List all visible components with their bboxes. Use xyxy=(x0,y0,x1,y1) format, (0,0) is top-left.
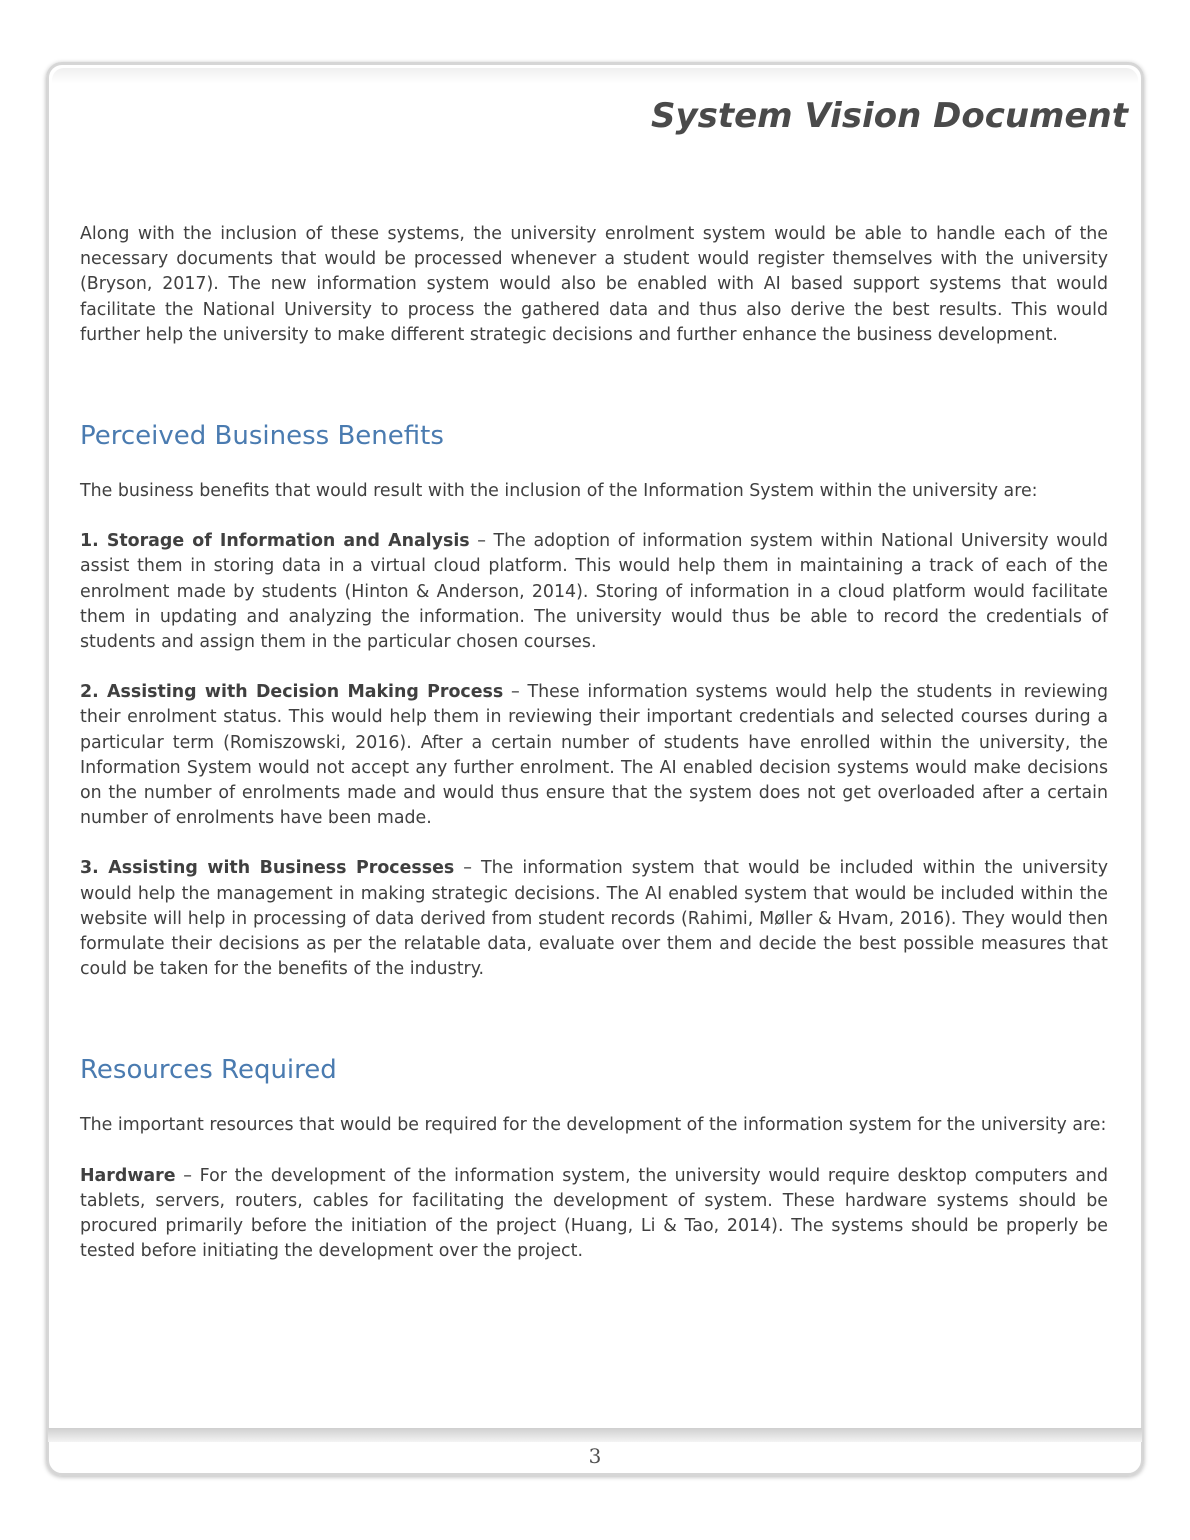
benefits-lead: The business benefits that would result with the inclusion of the Information System within the university are: xyxy=(80,481,1038,502)
benefit-item-storage xyxy=(80,529,1108,655)
intro-paragraph: Along with the inclusion of these systems, the university enrolment system would be able to handle each of the necessary documents that would be processed whenever a student would register themselves with the university (Bryson, 2017). The new information system would also be enabled with AI based support systems that would facilitate the National University to process the gathered data and thus also derive the best results. This would further help the university to make different strategic decisions and further enhance the business development. xyxy=(80,224,1108,345)
spacer xyxy=(80,504,1108,529)
benefit-item-text: – The adoption of information system within National University would assist them in storing data in a virtual cloud platform. This would help them in maintaining a track of each of the enrolment made by students (Hinton & Anderson, 2014). Storing of information in a cloud platform would facilitate them in updating and analyzing the information. The university would thus be able to record the credentials of students and assign them in the particular chosen courses. xyxy=(80,531,1108,653)
resource-item-hardware xyxy=(80,1164,1108,1265)
benefit-item-title: 2. Assisting with Decision Making Process xyxy=(80,682,504,703)
benefit-item-text: – The information system that would be included within the university would help the management in making strategic decisions. The AI enabled system that would be included within the website will help in processing of data derived from student records (Rahimi, Møller & Hvam, 2016). They would then formulate their decisions as per the relatable data, evaluate over them and decide the best possible measures that could be taken for the benefits of the industry. xyxy=(80,858,1108,980)
page-number: 3 xyxy=(588,1444,602,1468)
benefits-heading: Perceived Business Benefits xyxy=(80,421,444,452)
resources-heading: Resources Required xyxy=(80,1055,337,1086)
footer-divider xyxy=(48,1428,1142,1442)
spacer xyxy=(80,1139,1108,1164)
spacer xyxy=(80,452,1108,479)
resource-item-title: Hardware xyxy=(80,1165,176,1186)
spacer xyxy=(80,982,1108,1054)
benefit-item-business xyxy=(80,856,1108,982)
header-shade xyxy=(52,68,1138,84)
benefit-item-title: 3. Assisting with Business Processes xyxy=(80,858,455,879)
benefit-item-text: – These information systems would help the students in reviewing their enrolment status. This would help them in reviewing their important credentials and selected courses during a particular term (Romiszowski, 2016). After a certain number of students have enrolled within the university, the Information System would not accept any further enrolment. The AI enabled decision systems would make decisions on the number of enrolments made and would thus ensure that the system does not get overloaded after a certain number of enrolments have been made. xyxy=(80,682,1108,829)
spacer xyxy=(80,348,1108,420)
resource-item-text: – For the development of the information system, the university would require desktop computers and tablets, servers, routers, cables for facilitating the development of system. These hardware systems should be procured primarily before the initiation of the project (Huang, Li & Tao, 2014). The systems should be properly be tested before initiating the development over the project. xyxy=(80,1165,1108,1262)
spacer xyxy=(80,831,1108,856)
document-body xyxy=(80,222,1108,1264)
spacer xyxy=(80,1086,1108,1113)
spacer xyxy=(80,655,1108,680)
benefit-item-title: 1. Storage of Information and Analysis xyxy=(80,531,470,552)
benefit-item-decision xyxy=(80,680,1108,831)
document-title: System Vision Document xyxy=(650,96,1128,136)
resources-lead: The important resources that would be required for the development of the information system for the university are: xyxy=(80,1115,1107,1136)
